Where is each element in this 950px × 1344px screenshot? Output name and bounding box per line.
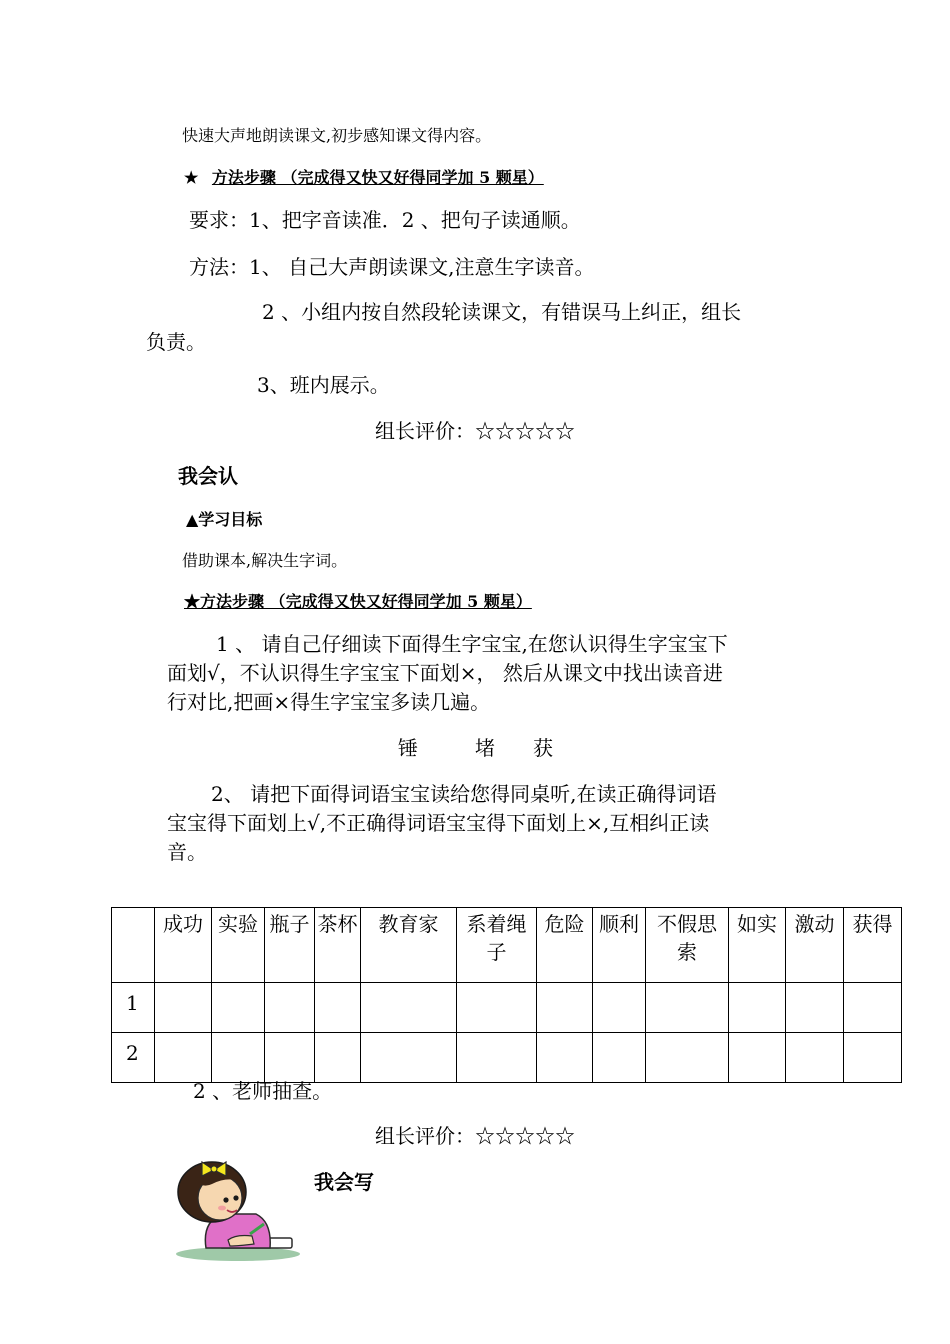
- mark-cell[interactable]: [844, 1033, 902, 1083]
- goal-text: 借助课本,解决生字词。: [182, 551, 348, 570]
- mark-cell[interactable]: [786, 983, 844, 1033]
- method-title-2: ★方法步骤 （完成得又快又好得同学加 5 颗星）: [184, 592, 532, 611]
- table-header-cell: 教育家: [361, 908, 457, 983]
- mark-cell[interactable]: [786, 1033, 844, 1083]
- star-icon: ★: [184, 168, 199, 187]
- mark-cell[interactable]: [537, 1033, 593, 1083]
- mark-cell[interactable]: [593, 983, 646, 1033]
- method-line: 方法：1、 自己大声朗读课文,注意生字读音。: [189, 255, 595, 279]
- mark-cell[interactable]: [729, 1033, 786, 1083]
- step1-line-2: 面划√，不认识得生字宝宝下面划×， 然后从课文中找出读音进: [167, 661, 723, 685]
- mark-cell[interactable]: [315, 1033, 361, 1083]
- table-header-cell: 茶杯: [315, 908, 361, 983]
- table-header-cell: 激动: [786, 908, 844, 983]
- table-header-cell: 成功: [155, 908, 212, 983]
- table-header-cell: 不假思索: [646, 908, 729, 983]
- vocabulary-table: [111, 907, 902, 1083]
- new-char: 获: [533, 736, 553, 760]
- row-number: 1: [112, 983, 155, 1033]
- table-header-cell: 危险: [537, 908, 593, 983]
- new-char: 堵: [475, 736, 495, 760]
- mark-cell[interactable]: [315, 983, 361, 1033]
- table-header-cell: 瓶子: [265, 908, 315, 983]
- table-header-cell: 系着绳子: [457, 908, 537, 983]
- mark-cell[interactable]: [155, 983, 212, 1033]
- table-header-cell: 顺利: [593, 908, 646, 983]
- step2-line-2: 宝宝得下面划上√,不正确得词语宝宝得下面划上×,互相纠正读: [167, 811, 710, 835]
- mark-cell[interactable]: [537, 983, 593, 1033]
- leader-rating: 组长评价：☆☆☆☆☆: [375, 419, 575, 443]
- mark-cell[interactable]: [265, 1033, 315, 1083]
- new-char: 锤: [398, 736, 418, 760]
- mark-cell[interactable]: [593, 1033, 646, 1083]
- step2-line-1: 2、 请把下面得词语宝宝读给您得同桌听,在读正确得词语: [211, 782, 717, 806]
- mark-cell[interactable]: [844, 983, 902, 1033]
- mark-cell[interactable]: [155, 1033, 212, 1083]
- mark-cell[interactable]: [361, 1033, 457, 1083]
- table-header-cell: 实验: [212, 908, 265, 983]
- step1-line-1: 1 、 请自己仔细读下面得生字宝宝,在您认识得生字宝宝下: [216, 632, 728, 656]
- mark-cell[interactable]: [457, 983, 537, 1033]
- method-title: 方法步骤 （完成得又快又好得同学加 5 颗星）: [211, 168, 544, 187]
- step1-line-3: 行对比,把画×得生字宝宝多读几遍。: [167, 690, 491, 714]
- mark-cell[interactable]: [265, 983, 315, 1033]
- method-heading-1: [184, 166, 544, 190]
- step2-continuation: 负责。: [146, 330, 206, 354]
- mark-cell[interactable]: [212, 983, 265, 1033]
- mark-cell[interactable]: [457, 1033, 537, 1083]
- table-header-cell: 获得: [844, 908, 902, 983]
- girl-writing-illustration: [172, 1152, 304, 1262]
- mark-cell[interactable]: [646, 983, 729, 1033]
- teacher-check-text: 2 、老师抽查。: [193, 1079, 333, 1103]
- step2-text: 2 、小组内按自然段轮读课文，有错误马上纠正，组长: [262, 300, 742, 324]
- mark-cell[interactable]: [729, 983, 786, 1033]
- table-row: [112, 1033, 902, 1083]
- goal-title: ▲学习目标: [186, 510, 263, 529]
- requirement-text: 要求：1、把字音读准．2 、把句子读通顺。: [189, 208, 581, 232]
- mark-cell[interactable]: [361, 983, 457, 1033]
- table-header-row: [112, 908, 902, 983]
- table-header-cell: [112, 908, 155, 983]
- row-number: 2: [112, 1033, 155, 1083]
- intro-text: 快速大声地朗读课文,初步感知课文得内容。: [182, 126, 492, 145]
- leader-rating: 组长评价：☆☆☆☆☆: [375, 1124, 575, 1148]
- step3-text: 3、班内展示。: [257, 373, 390, 397]
- mark-cell[interactable]: [646, 1033, 729, 1083]
- mark-cell[interactable]: [212, 1033, 265, 1083]
- table-header-cell: 如实: [729, 908, 786, 983]
- section-title-recognize: 我会认: [178, 464, 238, 488]
- step2-line-3: 音。: [167, 840, 207, 864]
- section-title-write: 我会写: [314, 1170, 374, 1194]
- table-row: [112, 983, 902, 1033]
